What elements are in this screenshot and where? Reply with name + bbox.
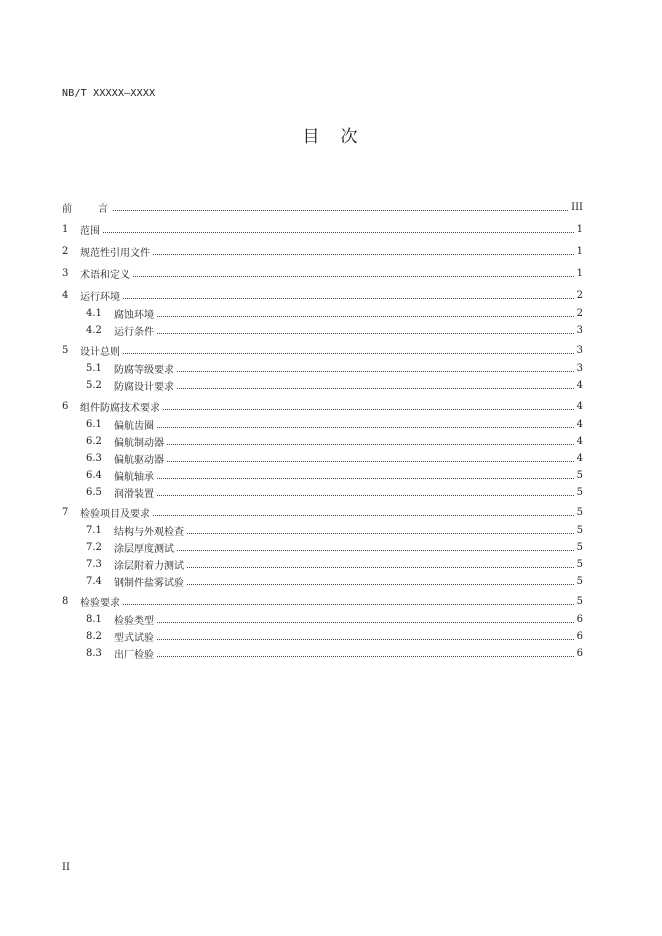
toc-entry-number: 6.3: [86, 452, 102, 464]
toc-entry[interactable]: [62, 399, 583, 413]
toc-entry-number: 8.3: [86, 647, 102, 659]
dot-leader: [187, 557, 574, 568]
toc-entry-page: 4: [576, 418, 583, 430]
toc-entry[interactable]: [62, 200, 583, 214]
dot-leader: [187, 574, 574, 585]
toc-entry-number: 3: [62, 267, 69, 279]
dot-leader: [157, 468, 574, 479]
dot-leader: [177, 361, 574, 372]
toc-entry-number: 6.4: [86, 469, 102, 481]
toc-entry[interactable]: [86, 434, 583, 448]
toc-entry-label: 涂层附着力测试: [114, 560, 184, 572]
toc-entry[interactable]: [62, 343, 583, 357]
dot-leader: [103, 222, 574, 233]
dot-leader: [157, 417, 574, 428]
toc-entry-number: 7.4: [86, 575, 102, 587]
toc-entry-page: 5: [576, 469, 583, 481]
toc-entry-label: 设计总则: [80, 346, 120, 358]
toc-entry-number: 7.3: [86, 558, 102, 570]
toc-entry[interactable]: [86, 306, 583, 320]
toc-entry-label: 偏航轴承: [114, 471, 154, 483]
toc-entry[interactable]: [86, 468, 583, 482]
toc-entry-number: 2: [62, 245, 69, 257]
toc-entry[interactable]: [62, 288, 583, 302]
toc-entry-page: 5: [576, 575, 583, 587]
document-code: NB/T XXXXX—XXXX: [62, 88, 156, 99]
toc-entry-number: 7: [62, 506, 69, 518]
dot-leader: [167, 451, 574, 462]
toc-entry-number: 1: [62, 223, 69, 235]
toc-entry-page: 4: [576, 435, 583, 447]
page-number: II: [62, 862, 70, 873]
toc-entry-label: 结构与外观检查: [114, 526, 184, 538]
toc-entry-label: 出厂检验: [114, 649, 154, 661]
toc-entry-label: 范围: [80, 225, 100, 237]
dot-leader: [133, 266, 574, 277]
toc-entry[interactable]: [86, 451, 583, 465]
toc-entry-page: 3: [576, 344, 583, 356]
toc-entry-page: III: [571, 201, 583, 213]
toc-entry[interactable]: [86, 485, 583, 499]
toc-entry-label: 钢制件盐雾试验: [114, 577, 184, 589]
dot-leader: [113, 200, 568, 211]
toc-entry-number: 7.1: [86, 524, 102, 536]
toc-entry[interactable]: [86, 361, 583, 375]
toc-entry-label: 术语和定义: [80, 269, 130, 281]
toc-entry-label: 偏航制动器: [114, 437, 164, 449]
toc-entry-page: 2: [576, 289, 583, 301]
toc-entry[interactable]: [86, 646, 583, 660]
toc-entry[interactable]: [62, 505, 583, 519]
toc-entry-page: 1: [576, 245, 583, 257]
dot-leader: [153, 505, 574, 516]
page-title: 目 次: [302, 127, 360, 147]
toc-entry-label: 防腐等级要求: [114, 364, 174, 376]
dot-leader: [187, 523, 574, 534]
toc-entry-label: 型式试验: [114, 632, 154, 644]
dot-leader: [157, 629, 574, 640]
toc-entry-number: 5: [62, 344, 69, 356]
dot-leader: [153, 244, 574, 255]
toc-entry-number: 8: [62, 595, 69, 607]
dot-leader: [163, 399, 574, 410]
dot-leader: [157, 323, 574, 334]
toc-entry-page: 6: [576, 630, 583, 642]
dot-leader: [123, 594, 574, 605]
toc-entry-number: 6.1: [86, 418, 102, 430]
toc-entry-label: 涂层厚度测试: [114, 543, 174, 555]
toc-entry-page: 1: [576, 267, 583, 279]
toc-entry[interactable]: [86, 523, 583, 537]
toc-entry-page: 5: [576, 486, 583, 498]
toc-entry[interactable]: [62, 222, 583, 236]
toc-entry-number: 6.2: [86, 435, 102, 447]
dot-leader: [123, 343, 574, 354]
dot-leader: [123, 288, 574, 299]
toc-entry[interactable]: [86, 417, 583, 431]
toc-entry[interactable]: [86, 612, 583, 626]
toc-entry-label: 检验类型: [114, 615, 154, 627]
toc-entry-page: 4: [576, 452, 583, 464]
toc-entry-label: 润滑装置: [114, 488, 154, 500]
toc-entry-number: 7.2: [86, 541, 102, 553]
toc-entry-page: 3: [576, 362, 583, 374]
toc-entry[interactable]: [86, 557, 583, 571]
dot-leader: [157, 612, 574, 623]
toc-entry-page: 5: [576, 595, 583, 607]
toc-entry-number: 4.1: [86, 307, 102, 319]
toc-entry-page: 4: [576, 400, 583, 412]
toc-entry-page: 5: [576, 506, 583, 518]
toc-entry-number: 5.2: [86, 379, 102, 391]
dot-leader: [157, 306, 574, 317]
toc-entry-page: 6: [576, 613, 583, 625]
toc-entry-page: 4: [576, 379, 583, 391]
toc-entry-number: 8.1: [86, 613, 102, 625]
toc-entry-number: 6: [62, 400, 69, 412]
toc-entry-label: 运行条件: [114, 326, 154, 338]
toc-entry[interactable]: [86, 540, 583, 554]
dot-leader: [177, 378, 574, 389]
toc-entry-number: 5.1: [86, 362, 102, 374]
toc-entry-page: 5: [576, 524, 583, 536]
toc-entry[interactable]: [86, 378, 583, 392]
toc-entry-page: 5: [576, 541, 583, 553]
toc-entry-number: 4.2: [86, 324, 102, 336]
dot-leader: [177, 540, 574, 551]
toc-entry-number: 6.5: [86, 486, 102, 498]
dot-leader: [167, 434, 574, 445]
toc-entry-page: 5: [576, 558, 583, 570]
toc-entry-label: 偏航齿圈: [114, 420, 154, 432]
toc-entry-number: 4: [62, 289, 69, 301]
toc-entry-page: 3: [576, 324, 583, 336]
toc-entry[interactable]: [62, 244, 583, 258]
toc-entry-page: 6: [576, 647, 583, 659]
dot-leader: [157, 485, 574, 496]
toc-entry[interactable]: [62, 266, 583, 280]
toc-entry-label: 防腐设计要求: [114, 381, 174, 393]
toc-entry-label: 前 言: [62, 203, 110, 215]
dot-leader: [157, 646, 574, 657]
toc-entry-label: 规范性引用文件: [80, 247, 150, 259]
toc-entry-label: 运行环境: [80, 291, 120, 303]
toc-entry[interactable]: [62, 594, 583, 608]
toc-entry-label: 组件防腐技术要求: [80, 402, 160, 414]
toc-entry[interactable]: [86, 629, 583, 643]
toc-entry-label: 腐蚀环境: [114, 309, 154, 321]
toc-entry-label: 偏航驱动器: [114, 454, 164, 466]
toc-entry-page: 2: [576, 307, 583, 319]
toc-entry[interactable]: [86, 574, 583, 588]
toc-entry-page: 1: [576, 223, 583, 235]
toc-entry-label: 检验项目及要求: [80, 508, 150, 520]
toc-entry[interactable]: [86, 323, 583, 337]
toc-entry-number: 8.2: [86, 630, 102, 642]
toc-entry-label: 检验要求: [80, 597, 120, 609]
